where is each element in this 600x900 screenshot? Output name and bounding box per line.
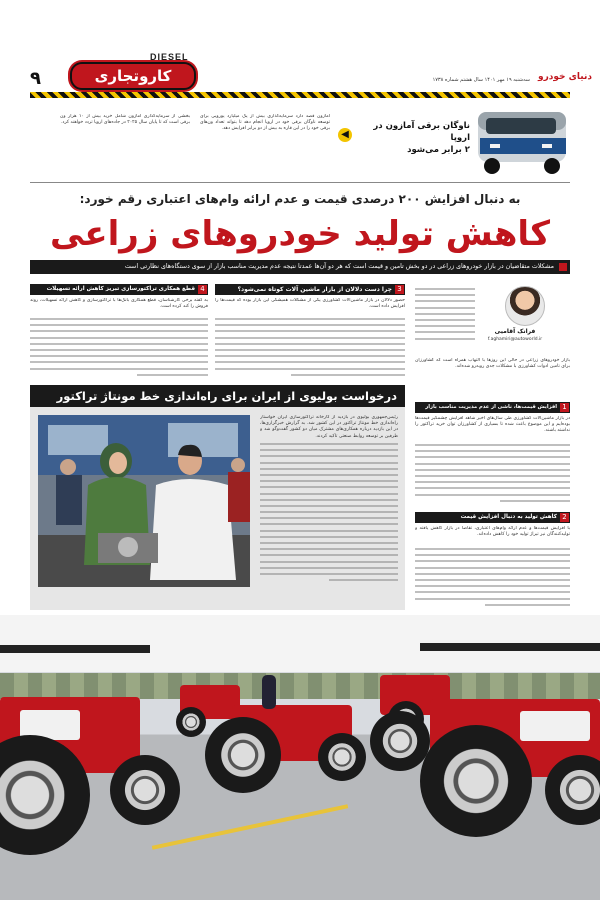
section-1-header: [415, 402, 570, 413]
section-3-title: چرا دست دلالان از بازار ماشین آلات کوتاه نمی‌شود؟: [237, 286, 392, 293]
tractor-mid-right-wheel: [370, 711, 430, 771]
section-3-header: [215, 284, 405, 295]
author-avatar: [505, 286, 545, 326]
sidebar-story: [30, 385, 405, 610]
section-3-number: 3: [395, 285, 404, 294]
factory-visit-illustration: [38, 415, 250, 587]
van-illustration: [470, 104, 570, 178]
section-2-number: 2: [560, 513, 569, 522]
section-4-more-text: [30, 318, 208, 380]
section-3-more-text: [215, 318, 405, 380]
section-4-header: [30, 284, 208, 295]
section-3: [215, 284, 405, 384]
sidebar-story-headline-bar: [30, 385, 405, 407]
teaser-title: [360, 120, 470, 156]
teaser-col-left: بخشی از سرمایه‌گذاری آمازون شامل خرید بیش از ۱۰ هزار ون برقی است که تا پایان سال ۲۰۲۵ در جاده‌های اروپا تردد خواهند کرد.: [60, 114, 190, 126]
electric-van-photo: [470, 104, 570, 178]
article-lead: مشکلات متقاضیان در بازار خودروهای زراعی در دو بخش تامین و قیمت است که هر دو آن‌ها عمدتا نتیجه عدم مدیریت مناسب بازار از سوی دستگاه‌های نظارتی است: [124, 263, 554, 270]
article-headline: کاهش تولید خودروهای زراعی: [50, 214, 550, 254]
author-name: فرانک آقامیی: [494, 328, 536, 335]
tractor-right-grille: [520, 711, 590, 741]
tractor-far-1-wheel: [176, 707, 206, 737]
section-1-more-text: [415, 444, 570, 506]
teaser-col-right: آمازون قصد دارد سرمایه‌گذاری بیش از یک میلیارد یورویی برای توسعه ناوگان برقی خود در اروپا انجام دهد تا بتواند تعداد ون‌های برقی خود را در این قاره به بیش از دو برابر افزایش دهد.: [200, 114, 330, 132]
brand-fa: کاروتجاری: [94, 67, 172, 85]
section-2-more-text: [415, 548, 570, 608]
page-number: ۹: [30, 68, 41, 89]
tractor-center-driver: [262, 675, 276, 709]
lead-bar-marker: [559, 263, 567, 271]
tractor-right-rear-wheel: [420, 725, 532, 837]
tractor-left-front-wheel: [110, 755, 180, 825]
section-1-body: در بازار ماشین‌آلات کشاورزی طی سال‌های اخیر شاهد افزایش چشمگیر قیمت‌ها بوده‌ایم و این موضوع باعث شده تا بسیاری از کشاورزان توان خرید تراکتور را نداشته باشند.: [415, 416, 570, 434]
page-header: [0, 0, 600, 92]
arrow-left-icon: ◀: [338, 128, 352, 142]
issue-line: سه‌شنبه ۱۹ مهر ۱۴۰۱ سال هشتم شماره ۱۷۳۸: [432, 77, 530, 83]
sidebar-story-headline: درخواست بولیوی از ایران برای راه‌اندازی خط مونتاژ تراکتور: [56, 389, 397, 403]
author-email: f.aghamiri@autoworld.ir: [487, 337, 543, 342]
author-sidebar-text: [415, 288, 475, 348]
sidebar-story-body: رئیس‌جمهوری بولیوی در بازدید از کارخانه تراکتورسازی ایران خواستار راه‌اندازی خط مونتاژ تراکتور در این کشور شد. به گزارش خبرگزاری‌ها، در این بازدید درباره همکاری‌های مشترک میان دو کشور گفت‌وگو شد و طرفین بر توسعه روابط صنعتی تاکید کردند.: [260, 415, 398, 439]
section-2-header: [415, 512, 570, 523]
lead-bar: [30, 260, 570, 274]
brand-badge: [70, 62, 196, 90]
tractor-left-canopy: [0, 645, 150, 653]
section-1-title: افزایش قیمت‌ها، ناشی از عدم مدیریت مناسب بازار: [425, 404, 557, 410]
article-intro: بازار خودروهای زراعی در حالی این روزها با التهاب همراه است که کشاورزان برای تامین ادوات کشاورزی با مشکلات جدی روبه‌رو شده‌اند.: [415, 358, 570, 370]
section-4: [30, 284, 208, 384]
tree-line: [0, 673, 600, 699]
section-3-body: حضور دلالان در بازار ماشین‌آلات کشاورزی یکی از مشکلات همیشگی این بازار بوده که قیمت‌ها را افزایش داده است.: [215, 298, 405, 310]
tractor-right-front-wheel: [545, 755, 600, 825]
section-2: [415, 512, 570, 610]
tractor-right-canopy: [420, 643, 600, 651]
tractor-center-rear-wheel: [205, 717, 281, 793]
publication-logo: دنیای خودرو: [538, 72, 592, 82]
road-line: [152, 804, 348, 849]
section-4-number: 4: [198, 285, 207, 294]
section-1: [415, 402, 570, 507]
sidebar-story-more-text: [260, 443, 398, 593]
factory-visit-photo: [38, 415, 250, 587]
tractor-center-front-wheel: [318, 733, 366, 781]
section-4-body: به گفته برخی کارشناسان، قطع همکاری بانک‌ها با تراکتورسازی و کاهش ارائه تسهیلات، روند فروش را کند کرده است.: [30, 298, 208, 310]
tractors-photo: [0, 615, 600, 900]
teaser-box: [30, 100, 570, 180]
section-2-title: کاهش تولید به دنبال افزایش قیمت: [460, 514, 557, 520]
section-4-title: قطع همکاری تراکتورسازی تبریز کاهش ارائه تسهیلات: [46, 286, 195, 292]
author-block: [415, 284, 570, 356]
hazard-stripe-top: [30, 92, 570, 98]
brand-en: DIESEL: [150, 52, 189, 62]
teaser-title-line2: ۲ برابر می‌شود: [407, 145, 470, 155]
divider: [30, 182, 570, 183]
section-2-body: با افزایش قیمت‌ها و عدم ارائه وام‌های اعتباری، تقاضا در بازار کاهش یافته و تولیدکنندگان نیز تیراژ تولید خود را کاهش داده‌اند.: [415, 526, 570, 538]
section-1-number: 1: [560, 403, 569, 412]
teaser-title-line1: ناوگان برقی آمازون در اروپا: [373, 121, 470, 143]
article-kicker: به دنبال افزایش ۲۰۰ درصدی قیمت و عدم ارائه وام‌های اعتباری رقم خورد:: [79, 192, 521, 206]
